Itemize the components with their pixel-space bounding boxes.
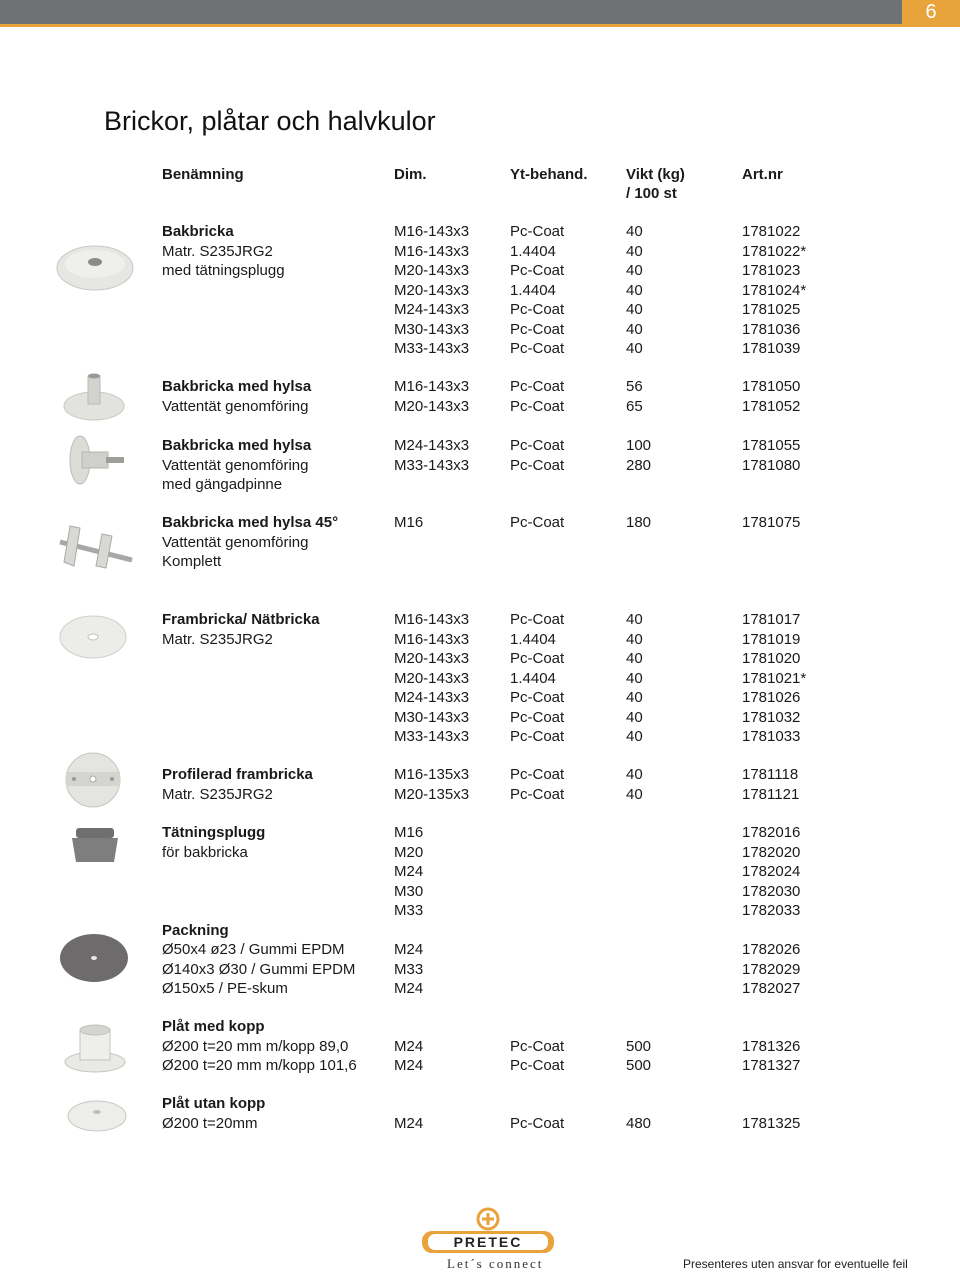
cell-dim: M33-143x3	[394, 728, 470, 745]
cell-dim: M24	[394, 980, 424, 997]
cell-weight: 40	[626, 728, 643, 745]
table-row	[0, 979, 960, 999]
table-row	[0, 1017, 960, 1037]
cell-weight: 40	[626, 301, 643, 318]
cell-surface: 1.4404	[510, 242, 556, 260]
cell-art: 1781021*	[742, 669, 807, 687]
weight-unit: / 100 st	[626, 185, 677, 202]
cell-surface: Pc-Coat	[510, 1057, 565, 1074]
table-row	[0, 901, 960, 921]
cell-dim: M16	[394, 824, 424, 841]
cell-art: 1781075	[742, 514, 801, 531]
cell-surface: Pc-Coat	[510, 320, 565, 338]
cell-art: 1781026	[742, 689, 801, 706]
cell-name: Ø140x3 Ø30 / Gummi EPDM	[162, 960, 356, 978]
cell-dim: M24	[394, 863, 424, 880]
table-row	[0, 862, 960, 882]
table-row	[0, 1114, 960, 1134]
cell-dim: M24-143x3	[394, 437, 470, 454]
weight-label: Vikt (kg)	[626, 166, 685, 183]
cell-dim: M16-143x3	[394, 378, 470, 395]
cell-dim: M20-143x3	[394, 262, 470, 279]
profilerad-frambricka-image	[62, 752, 124, 808]
cell-name: Komplett	[162, 553, 222, 570]
cell-name: med gängadpinne	[162, 476, 283, 493]
table-row	[0, 708, 960, 728]
table-row	[0, 785, 960, 805]
cell-weight: 40	[626, 340, 643, 357]
cell-art: 1781022	[742, 223, 801, 240]
cell-art: 1782016	[742, 824, 801, 841]
cell-surface: Pc-Coat	[510, 437, 565, 454]
cell-weight: 40	[626, 669, 643, 687]
cell-art: 1781017	[742, 611, 801, 628]
plat-utan-kopp-image	[66, 1098, 128, 1134]
table-row	[0, 552, 960, 572]
table-row	[0, 1094, 960, 1114]
cell-dim: M16-135x3	[394, 766, 470, 783]
top-bar-accent	[0, 24, 960, 27]
table-row	[0, 475, 960, 495]
cell-art: 1781022*	[742, 242, 807, 260]
cell-art: 1781033	[742, 728, 801, 745]
cell-surface: Pc-Coat	[510, 785, 565, 803]
cell-name: Ø50x4 ø23 / Gummi EPDM	[162, 941, 345, 958]
cell-art: 1781118	[742, 766, 799, 783]
cell-weight: 480	[626, 1114, 652, 1132]
cell-dim: M33-143x3	[394, 340, 470, 357]
packning-image	[58, 932, 130, 984]
cell-surface: Pc-Coat	[510, 708, 565, 726]
cell-art: 1781121	[742, 785, 800, 803]
cell-name: Frambricka/ Nätbricka	[162, 611, 320, 628]
cell-surface: Pc-Coat	[510, 1037, 565, 1055]
slogan: Let´s connect	[447, 1256, 544, 1271]
cell-art: 1781327	[742, 1057, 801, 1074]
footer-disclaimer: Presenteres uten ansvar for eventuelle feil	[683, 1257, 908, 1271]
cell-name: Vattentät genomföring	[162, 397, 309, 415]
cell-dim: M20-143x3	[394, 669, 470, 687]
cell-dim: M20-143x3	[394, 281, 470, 299]
cell-dim: M20-143x3	[394, 397, 470, 415]
col-header-weight	[626, 165, 685, 203]
cell-dim: M16-143x3	[394, 630, 470, 648]
cell-weight: 40	[626, 630, 643, 648]
cell-name: Matr. S235JRG2	[162, 785, 273, 803]
table-row	[0, 281, 960, 301]
table-row	[0, 630, 960, 650]
cell-name: Bakbricka med hylsa	[162, 437, 312, 454]
cell-surface: Pc-Coat	[510, 397, 565, 415]
cell-surface: Pc-Coat	[510, 301, 565, 318]
cell-weight: 500	[626, 1037, 652, 1055]
col-header-dim: Dim.	[394, 166, 427, 183]
table-row	[0, 669, 960, 689]
cell-name: Bakbricka med hylsa 45°	[162, 514, 339, 531]
cell-dim: M20-143x3	[394, 650, 470, 667]
cell-art: 1782033	[742, 902, 801, 919]
cell-art: 1782029	[742, 960, 801, 978]
cell-dim: M16	[394, 514, 424, 531]
cell-dim: M16-143x3	[394, 611, 470, 628]
table-row	[0, 456, 960, 476]
cell-art: 1781050	[742, 378, 801, 395]
table-row	[0, 765, 960, 785]
table-row	[0, 940, 960, 960]
cell-art: 1781055	[742, 437, 801, 454]
cell-surface: Pc-Coat	[510, 650, 565, 667]
cell-art: 1781052	[742, 397, 801, 415]
cell-surface: Pc-Coat	[510, 262, 565, 279]
cell-surface: Pc-Coat	[510, 1114, 565, 1132]
table-row	[0, 921, 960, 941]
bakbricka-hylsa-image	[60, 372, 128, 422]
cell-name: Vattentät genomföring	[162, 533, 309, 551]
table-row	[0, 513, 960, 533]
frambricka-image	[58, 614, 128, 660]
cell-weight: 40	[626, 785, 643, 803]
cell-name: Matr. S235JRG2	[162, 242, 273, 260]
page-number: 6	[902, 0, 960, 24]
table-row	[0, 261, 960, 281]
col-header-name: Benämning	[162, 166, 244, 183]
cell-name: Packning	[162, 921, 229, 939]
cell-surface: Pc-Coat	[510, 689, 565, 706]
cell-dim: M16-143x3	[394, 242, 470, 260]
cell-surface: Pc-Coat	[510, 456, 565, 474]
cell-dim: M30-143x3	[394, 708, 470, 726]
cell-surface: Pc-Coat	[510, 728, 565, 745]
cell-weight: 280	[626, 456, 652, 474]
bakbricka-gangadpinne-image	[62, 432, 126, 488]
cell-weight: 40	[626, 281, 643, 299]
table-row	[0, 688, 960, 708]
cell-art: 1781024*	[742, 281, 807, 299]
cell-dim: M16-143x3	[394, 223, 470, 240]
table-row	[0, 320, 960, 340]
cell-art: 1781080	[742, 456, 801, 474]
cell-dim: M24-143x3	[394, 689, 470, 706]
bakbricka-image	[55, 240, 135, 292]
cell-art: 1781039	[742, 340, 801, 357]
cell-weight: 40	[626, 689, 643, 706]
table-row	[0, 882, 960, 902]
table-row	[0, 823, 960, 843]
cell-name: med tätningsplugg	[162, 262, 285, 279]
cell-art: 1781019	[742, 630, 801, 648]
cell-name: Profilerad frambricka	[162, 766, 313, 783]
cell-dim: M24	[394, 1114, 424, 1132]
cell-weight: 180	[626, 514, 652, 531]
cell-name: Plåt med kopp	[162, 1018, 265, 1035]
col-header-surface: Yt-behand.	[510, 166, 588, 183]
cell-dim: M33	[394, 902, 424, 919]
cell-dim: M24	[394, 1037, 424, 1055]
table-row	[0, 300, 960, 320]
plat-med-kopp-image	[62, 1022, 128, 1074]
cell-art: 1781036	[742, 320, 801, 338]
bakbricka-45-image	[56, 522, 136, 572]
cell-surface: Pc-Coat	[510, 378, 565, 395]
cell-surface: Pc-Coat	[510, 514, 565, 531]
cell-dim: M24	[394, 1057, 424, 1074]
cell-weight: 40	[626, 611, 643, 628]
cell-art: 1782027	[742, 980, 801, 997]
cell-name: Plåt utan kopp	[162, 1095, 266, 1112]
cell-art: 1782030	[742, 882, 801, 900]
cell-surface: Pc-Coat	[510, 766, 565, 783]
cell-art: 1782020	[742, 843, 801, 861]
cell-dim: M24-143x3	[394, 301, 470, 318]
cell-surface: 1.4404	[510, 669, 556, 687]
cell-art: 1781326	[742, 1037, 801, 1055]
cell-weight: 40	[626, 320, 643, 338]
cell-art: 1781020	[742, 650, 801, 667]
cell-dim: M20-135x3	[394, 785, 470, 803]
cell-name: Bakbricka med hylsa	[162, 378, 312, 395]
tatningsplugg-image	[66, 826, 124, 866]
cell-weight: 40	[626, 766, 643, 783]
cell-dim: M24	[394, 941, 424, 958]
table-row	[0, 222, 960, 242]
cell-dim: M33	[394, 960, 424, 978]
cell-dim: M30	[394, 882, 424, 900]
cell-name: Vattentät genomföring	[162, 456, 309, 474]
col-header-art: Art.nr	[742, 166, 783, 183]
table-row	[0, 843, 960, 863]
cell-surface: Pc-Coat	[510, 611, 565, 628]
cell-weight: 40	[626, 242, 643, 260]
cell-weight: 500	[626, 1057, 652, 1074]
cell-name: Matr. S235JRG2	[162, 630, 273, 648]
cell-name: Ø200 t=20 mm m/kopp 101,6	[162, 1057, 357, 1074]
cell-dim: M30-143x3	[394, 320, 470, 338]
table-row	[0, 1037, 960, 1057]
cell-weight: 56	[626, 378, 643, 395]
page-title: Brickor, plåtar och halvkulor	[104, 106, 436, 136]
table-row	[0, 610, 960, 630]
table-row	[0, 727, 960, 747]
logo-text: PRETEC	[453, 1234, 523, 1250]
cell-weight: 40	[626, 708, 643, 726]
cell-surface: Pc-Coat	[510, 223, 565, 240]
cell-art: 1782024	[742, 863, 801, 880]
cell-surface: 1.4404	[510, 630, 556, 648]
table-row	[0, 533, 960, 553]
table-row	[0, 377, 960, 397]
cell-dim: M33-143x3	[394, 456, 470, 474]
cell-art: 1781325	[742, 1114, 801, 1132]
cell-weight: 40	[626, 223, 643, 240]
cell-name: för bakbricka	[162, 843, 248, 861]
cell-surface: Pc-Coat	[510, 340, 565, 357]
cell-art: 1781025	[742, 301, 801, 318]
table-row	[0, 436, 960, 456]
table-row	[0, 242, 960, 262]
cell-name: Bakbricka	[162, 223, 234, 240]
cell-art: 1782026	[742, 941, 801, 958]
cell-name: Ø150x5 / PE-skum	[162, 980, 288, 997]
cell-art: 1781023	[742, 262, 801, 279]
cell-surface: 1.4404	[510, 281, 556, 299]
table-row	[0, 339, 960, 359]
cell-weight: 100	[626, 437, 652, 454]
cell-name: Ø200 t=20mm	[162, 1114, 258, 1132]
cell-weight: 40	[626, 650, 643, 667]
cell-name: Ø200 t=20 mm m/kopp 89,0	[162, 1037, 349, 1055]
table-row	[0, 960, 960, 980]
cell-name: Tätningsplugg	[162, 824, 266, 841]
cell-art: 1781032	[742, 708, 801, 726]
top-bar	[0, 0, 960, 24]
cell-weight: 65	[626, 397, 643, 415]
cell-weight: 40	[626, 262, 643, 279]
table-row	[0, 649, 960, 669]
table-row	[0, 1056, 960, 1076]
table-row	[0, 397, 960, 417]
cell-dim: M20	[394, 843, 424, 861]
